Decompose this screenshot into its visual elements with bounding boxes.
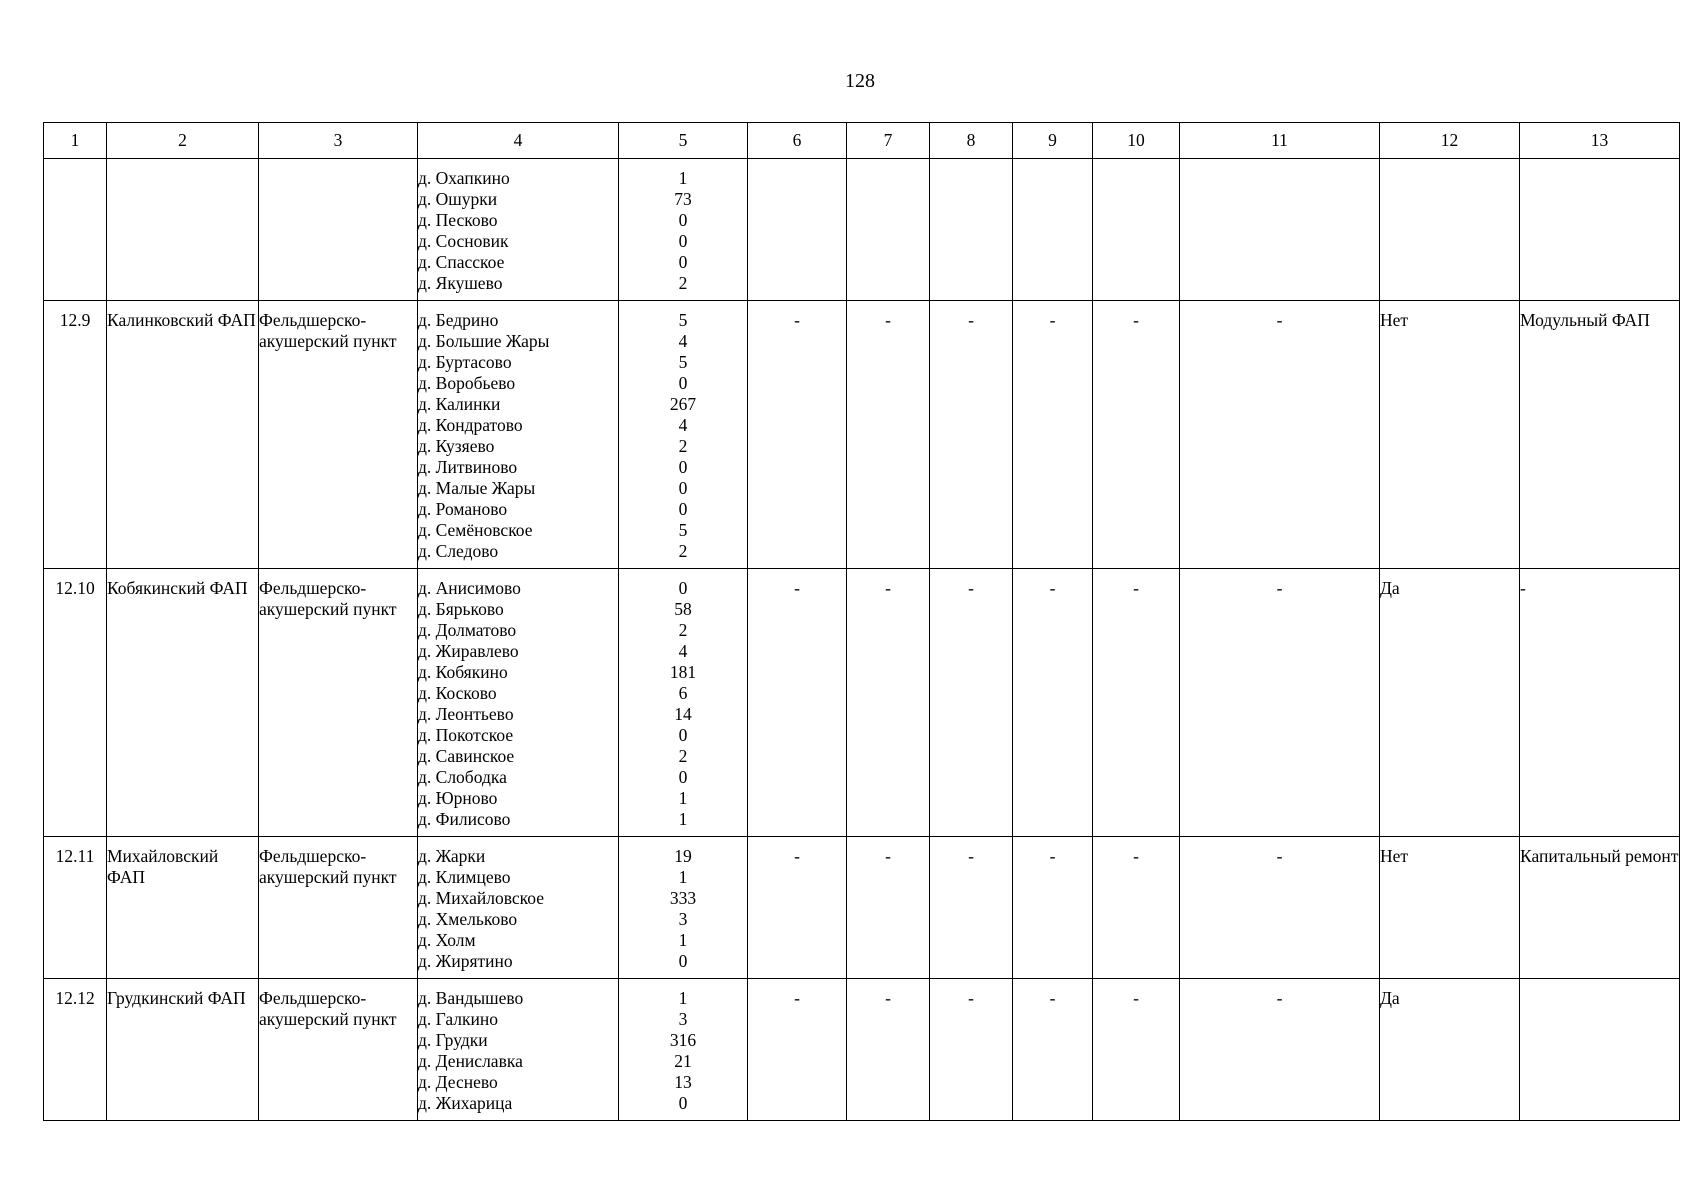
population-value: 5 [678,520,688,540]
village-name: д. Буртасово [418,352,512,372]
facility-type [259,301,418,569]
village-name: д. Кондратово [418,415,523,435]
cell-col-13 [1520,837,1680,979]
village-name: д. Дениславка [418,1051,523,1071]
population-value: 0 [678,252,688,272]
facility-name [107,979,259,1121]
column-header-7: 7 [847,123,930,159]
village-name: д. Савинское [418,746,515,766]
villages-list [418,569,619,837]
facility-name [107,837,259,979]
cell-col-8 [930,569,1013,837]
column-header-2: 2 [107,123,259,159]
column-header-9: 9 [1013,123,1093,159]
facility-type [259,159,418,301]
population-value: 1 [678,788,688,808]
column-header-12: 12 [1380,123,1520,159]
village-name: д. Галкино [418,1009,498,1029]
row-number-text: 12.10 [55,578,95,598]
cell-col-10-text: - [1133,988,1139,1008]
village-name: д. Хмельково [418,909,518,929]
header-row [44,123,1680,159]
village-name: д. Сосновик [418,231,509,251]
village-name: д. Большие Жары [418,331,550,351]
cell-col-6 [748,837,847,979]
population-value: 4 [678,331,688,351]
village-name: д. Долматово [418,620,517,640]
cell-col-12 [1380,159,1520,301]
population-value: 4 [678,415,688,435]
cell-col-11-text: - [1276,310,1283,330]
cell-col-9 [1013,159,1093,301]
population-value: 0 [678,578,688,598]
page-number: 128 [845,70,875,92]
cell-col-11 [1180,159,1380,301]
cell-col-9-text: - [1049,578,1056,598]
cell-col-8-text: - [968,578,974,598]
facility-type-text: Фельдшерско-акушерский пункт [259,578,397,619]
cell-col-9-text: - [1049,846,1056,866]
cell-col-6 [748,301,847,569]
cell-col-8 [930,159,1013,301]
population-value: 0 [678,951,688,971]
villages-list [418,301,619,569]
facility-type-text: Фельдшерско-акушерский пункт [259,988,397,1029]
row-number-text: 12.11 [55,846,95,866]
village-name: д. Кобякино [418,662,508,682]
population-value: 5 [678,352,688,372]
population-value: 21 [674,1051,692,1071]
cell-col-7-text: - [885,310,891,330]
column-header-3: 3 [259,123,418,159]
village-name: д. Михайловское [418,888,544,908]
population-value: 1 [678,809,688,829]
cell-col-9 [1013,301,1093,569]
facility-name [107,301,259,569]
population-value: 4 [678,641,688,661]
villages-list [418,837,619,979]
cell-col-9 [1013,979,1093,1121]
table-body [44,159,1680,1121]
village-name: д. Холм [418,930,476,950]
cell-col-6 [748,979,847,1121]
population-value: 0 [678,725,688,745]
cell-col-8-text: - [968,310,974,330]
population-value: 13 [674,1072,692,1092]
row-number [44,979,107,1121]
cell-col-7 [847,979,930,1121]
population-value: 5 [678,310,688,330]
row-number [44,301,107,569]
cell-col-6 [748,159,847,301]
population-value: 267 [669,394,697,414]
population-value: 0 [678,478,688,498]
cell-col-7 [847,159,930,301]
village-name: д. Воробьево [418,373,516,393]
village-name: д. Жихарица [418,1093,513,1113]
cell-col-13 [1520,301,1680,569]
village-name: д. Юрново [418,788,498,808]
cell-col-7 [847,837,930,979]
column-header-8: 8 [930,123,1013,159]
population-value: 2 [678,273,688,293]
cell-col-10 [1093,569,1180,837]
row-number [44,837,107,979]
cell-col-9-text: - [1049,988,1056,1008]
village-name: д. Романово [418,499,508,519]
cell-col-10 [1093,979,1180,1121]
population-value: 316 [669,1030,697,1050]
population-value: 0 [678,231,688,251]
column-header-11: 11 [1180,123,1380,159]
facility-name-text: Грудкинский ФАП [107,988,246,1008]
column-header-4: 4 [418,123,619,159]
village-name: д. Ошурки [418,189,498,209]
cell-col-12-text: Нет [1380,310,1409,330]
cell-col-8 [930,837,1013,979]
cell-col-10 [1093,159,1180,301]
cell-col-6 [748,569,847,837]
cell-col-13-text: Модульный ФАП [1520,310,1650,330]
village-name: д. Грудки [418,1030,488,1050]
cell-col-11-text: - [1276,578,1283,598]
cell-col-8-text: - [968,846,974,866]
village-name: д. Деснево [418,1072,498,1092]
cell-col-12 [1380,569,1520,837]
cell-col-10-text: - [1133,846,1139,866]
population-value: 0 [678,1093,688,1113]
cell-col-13 [1520,569,1680,837]
cell-col-12-text: Да [1380,578,1400,598]
cell-col-11 [1180,569,1380,837]
village-name: д. Якушево [418,273,503,293]
population-value: 2 [678,541,688,561]
village-name: д. Покотское [418,725,514,745]
cell-col-8 [930,301,1013,569]
cell-col-12 [1380,837,1520,979]
cell-col-12 [1380,979,1520,1121]
village-name: д. Анисимово [418,578,521,598]
village-name: д. Малые Жары [418,478,536,498]
cell-col-11-text: - [1276,988,1283,1008]
facility-type [259,837,418,979]
population-value: 3 [678,909,688,929]
cell-col-6-text: - [794,846,800,866]
table-row [44,301,1680,569]
village-name: д. Кузяево [418,436,495,456]
row-number-text: 12.12 [55,988,95,1008]
village-name: д. Косково [418,683,497,703]
village-name: д. Филисово [418,809,511,829]
facility-name-text: Михайловский ФАП [107,846,219,887]
cell-col-10 [1093,837,1180,979]
populations-list [619,837,748,979]
population-value: 333 [669,888,697,908]
population-value: 181 [669,662,697,682]
populations-list [619,159,748,301]
row-number [44,569,107,837]
village-name: д. Бедрино [418,310,499,330]
village-name: д. Слободка [418,767,507,787]
population-value: 2 [678,746,688,766]
cell-col-9 [1013,837,1093,979]
population-value: 14 [674,704,692,724]
cell-col-12 [1380,301,1520,569]
village-name: д. Жарки [418,846,486,866]
table-row [44,979,1680,1121]
column-header-13: 13 [1520,123,1680,159]
cell-col-11 [1180,979,1380,1121]
table-row [44,159,1680,301]
population-value: 19 [674,846,692,866]
cell-col-10-text: - [1133,578,1139,598]
village-name: д. Жирятино [418,951,513,971]
population-value: 1 [678,867,688,887]
facility-name [107,159,259,301]
villages-list [418,159,619,301]
population-value: 0 [678,373,688,393]
population-value: 6 [678,683,688,703]
column-header-10: 10 [1093,123,1180,159]
facility-type [259,569,418,837]
population-value: 2 [678,436,688,456]
village-name: д. Климцево [418,867,511,887]
population-value: 1 [678,168,688,188]
table-row [44,569,1680,837]
cell-col-13 [1520,979,1680,1121]
village-name: д. Жиравлево [418,641,519,661]
cell-col-7-text: - [885,578,891,598]
population-value: 0 [678,767,688,787]
cell-col-6-text: - [794,988,800,1008]
facility-name-text: Кобякинский ФАП [107,578,248,598]
cell-col-6-text: - [794,578,800,598]
populations-list [619,979,748,1121]
population-value: 2 [678,620,688,640]
village-name: д. Охапкино [418,168,510,188]
cell-col-6-text: - [794,310,800,330]
population-value: 58 [674,599,692,619]
cell-col-10 [1093,301,1180,569]
population-value: 1 [678,988,688,1008]
cell-col-13-text: - [1520,578,1526,598]
cell-col-7-text: - [885,846,891,866]
village-name: д. Семёновское [418,520,533,540]
cell-col-7 [847,301,930,569]
column-header-5: 5 [619,123,748,159]
cell-col-11-text: - [1276,846,1283,866]
population-value: 0 [678,499,688,519]
village-name: д. Следово [418,541,499,561]
row-number [44,159,107,301]
population-value: 73 [674,189,692,209]
cell-col-13-text: Капитальный ремонт [1520,846,1679,866]
row-number-text: 12.9 [59,310,91,330]
population-value: 3 [678,1009,688,1029]
cell-col-8-text: - [968,988,974,1008]
populations-list [619,569,748,837]
column-header-6: 6 [748,123,847,159]
cell-col-9 [1013,569,1093,837]
village-name: д. Литвиново [418,457,518,477]
facility-type [259,979,418,1121]
cell-col-11 [1180,837,1380,979]
populations-list [619,301,748,569]
facility-name-text: Калинковский ФАП [107,310,256,330]
villages-list [418,979,619,1121]
cell-col-10-text: - [1133,310,1139,330]
village-name: д. Калинки [418,394,501,414]
cell-col-7 [847,569,930,837]
cell-col-11 [1180,301,1380,569]
population-value: 0 [678,210,688,230]
column-header-1: 1 [44,123,107,159]
population-value: 0 [678,457,688,477]
table-row [44,837,1680,979]
cell-col-8 [930,979,1013,1121]
population-value: 1 [678,930,688,950]
facility-type-text: Фельдшерско-акушерский пункт [259,310,397,351]
cell-col-9-text: - [1049,310,1056,330]
cell-col-7-text: - [885,988,891,1008]
village-name: д. Вандышево [418,988,524,1008]
village-name: д. Бярьково [418,599,504,619]
facilities-table [43,122,1680,1121]
facility-name [107,569,259,837]
village-name: д. Спасское [418,252,505,272]
village-name: д. Песково [418,210,498,230]
cell-col-12-text: Да [1380,988,1400,1008]
cell-col-13 [1520,159,1680,301]
cell-col-12-text: Нет [1380,846,1409,866]
village-name: д. Леонтьево [418,704,514,724]
facility-type-text: Фельдшерско-акушерский пункт [259,846,397,887]
